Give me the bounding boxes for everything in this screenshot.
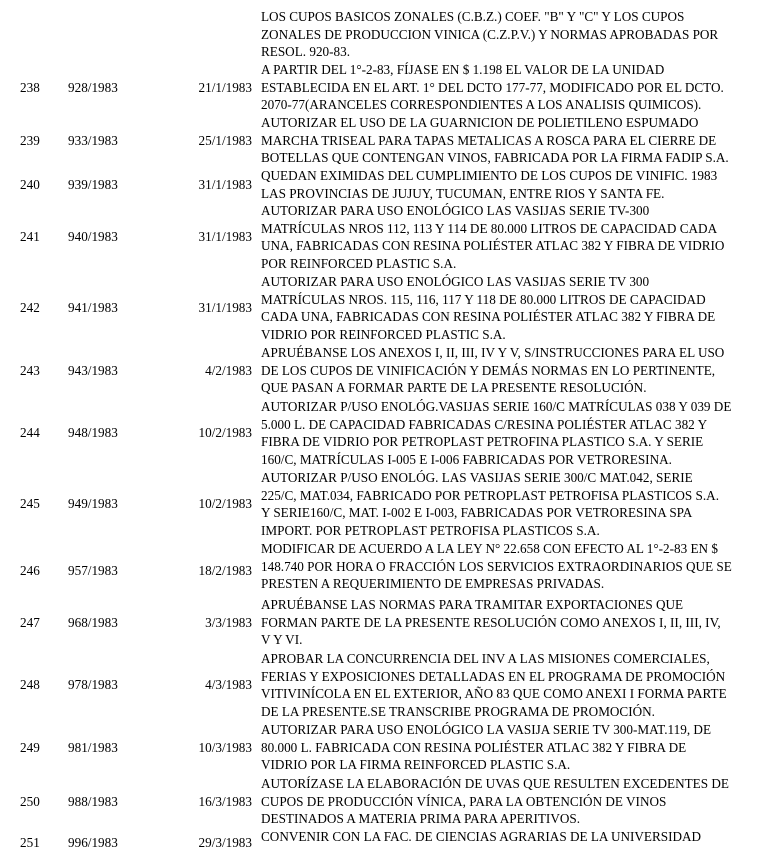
resolution-number: 949/1983 (68, 496, 118, 512)
description-line: RESOL. 920-83. (261, 44, 351, 60)
description-line: FERIAS Y EXPOSICIONES DETALLADAS EN EL PROGRAMA DE PROMOCIÓN (261, 668, 726, 684)
description-line: CONVENIR CON LA FAC. DE CIENCIAS AGRARIAS DE LA UNIVERSIDAD (261, 829, 702, 844)
entry-number: 250 (20, 793, 40, 809)
description-line: ESTABLECIDA EN EL ART. 1° DEL DCTO 177-77, MODIFICADO POR EL DCTO. (261, 79, 724, 95)
description-line: BOTELLAS QUE CONTENGAN VINOS, FABRICADA POR LA FIRMA FADIP S.A. (261, 150, 729, 166)
entry-number: 251 (20, 835, 40, 850)
entry-description (261, 398, 758, 468)
resolution-number: 988/1983 (68, 793, 118, 809)
description-line: DE LA PRESENTE.SE TRANSCRIBE PROGRAMA DE PROMOCIÓN. (261, 703, 655, 719)
description-line: 148.740 POR HORA O FRACCIÓN LOS SERVICIOS EXTRAORDINARIOS QUE SE (261, 558, 732, 574)
description-line: MARCHA TRISEAL PARA TAPAS METALICAS A ROSCA PARA EL CIERRE DE (261, 132, 717, 148)
entry-description (261, 8, 758, 61)
description-line: AUTORIZAR PARA USO ENOLÓGICO LAS VASIJAS SERIE TV-300 (261, 203, 650, 218)
entry-number: 240 (20, 176, 40, 192)
resolution-number: 948/1983 (68, 425, 118, 441)
description-line: VITIVINÍCOLA EN EL EXTERIOR, AÑO 83 QUE COMO ANEXI I FORMA PARTE (261, 686, 727, 702)
description-line: 5.000 L. DE CAPACIDAD FABRICADAS C/RESINA POLIÉSTER ATLAC 382 Y (261, 416, 708, 432)
description-line: CUPOS DE PRODUCCIÓN VÍNICA, PARA LA OBTENCIÓN DE VINOS (261, 793, 667, 809)
entry-number: 248 (20, 677, 40, 693)
resolution-date: 21/1/1983 (198, 79, 252, 95)
description-line: VIDRIO POR REINFORCED PLASTIC S.A. (261, 326, 506, 342)
resolution-date: 31/1/1983 (198, 300, 252, 316)
description-line: IMPORT. POR PETROPLAST PETROFISA PLASTICOS S.A. (261, 522, 600, 538)
description-line: DESTINADOS A MATERIA PRIMA PARA APERITIVOS. (261, 811, 580, 827)
entry-number: 239 (20, 132, 40, 148)
description-line: APROBAR LA CONCURRENCIA DEL INV A LAS MISIONES COMERCIALES, (261, 651, 710, 666)
entry-number: 242 (20, 300, 40, 316)
entry-description (261, 114, 758, 167)
description-line: PRESTEN A REQUERIMIENTO DE EMPRESAS PRIVADAS. (261, 576, 605, 592)
entry-number: 244 (20, 425, 40, 441)
description-line: LAS PROVINCIAS DE JUJUY, TUCUMAN, ENTRE RIOS Y SANTA FE. (261, 185, 665, 201)
description-line: 225/C, MAT.034, FABRICADO POR PETROPLAST PETROFISA PLASTICOS S.A. (261, 487, 719, 503)
entry-number: 245 (20, 496, 40, 512)
description-line: AUTORIZAR PARA USO ENOLÓGICO LA VASIJA SERIE TV 300-MAT.119, DE (261, 722, 712, 737)
resolution-date: 10/2/1983 (198, 496, 252, 512)
description-line: 80.000 L. FABRICADA CON RESINA POLIÉSTER ATLAC 382 Y FIBRA DE (261, 739, 687, 755)
resolution-number: 941/1983 (68, 300, 118, 316)
resolution-date: 25/1/1983 (198, 132, 252, 148)
entry-number: 249 (20, 739, 40, 755)
resolution-date: 31/1/1983 (198, 176, 252, 192)
resolution-date: 4/2/1983 (205, 362, 252, 378)
entry-description (261, 167, 758, 202)
entry-description (261, 828, 758, 846)
description-line: MATRÍCULAS NROS 112, 113 Y 114 DE 80.000 LITROS DE CAPACIDAD CADA (261, 220, 718, 236)
description-line: VIDRIO POR LA FIRMA REINFORCED PLASTIC S.A. (261, 757, 571, 773)
description-line: APRUÉBANSE LAS NORMAS PARA TRAMITAR EXPORTACIONES QUE (261, 597, 684, 612)
description-line: POR REINFORCED PLASTIC S.A. (261, 255, 457, 271)
description-line: Y SERIE160/C, MAT. I-002 E I-003, FABRICADAS POR VETRORESINA SPA (261, 505, 693, 521)
entry-description (261, 721, 758, 774)
resolution-date: 18/2/1983 (198, 563, 252, 579)
description-line: 2070-77(ARANCELES CORRESPONDIENTES A LOS ANALISIS QUIMICOS). (261, 97, 702, 113)
description-line: FIBRA DE VIDRIO POR PETROPLAST PETROFINA PLASTICO S.A. Y SERIE (261, 434, 704, 450)
resolution-date: 3/3/1983 (205, 614, 252, 630)
entry-number: 247 (20, 614, 40, 630)
description-line: ZONALES DE PRODUCCION VINICA (C.Z.P.V.) Y NORMAS APROBADAS POR (261, 26, 719, 42)
entry-description (261, 273, 758, 343)
resolution-number: 957/1983 (68, 563, 118, 579)
resolution-number: 943/1983 (68, 362, 118, 378)
description-line: AUTORIZAR P/USO ENOLÓG. LAS VASIJAS SERIE 300/C MAT.042, SERIE (261, 470, 693, 485)
resolution-date: 31/1/1983 (198, 229, 252, 245)
entry-number: 238 (20, 79, 40, 95)
resolution-date: 4/3/1983 (205, 677, 252, 693)
resolution-date: 10/2/1983 (198, 425, 252, 441)
description-line: AUTORIZAR P/USO ENOLÓG.VASIJAS SERIE 160/C MATRÍCULAS 038 Y 039 DE (261, 399, 732, 414)
entry-description (261, 61, 758, 114)
entry-description (261, 469, 758, 539)
resolution-number: 978/1983 (68, 677, 118, 693)
entry-number: 243 (20, 362, 40, 378)
description-line: V Y VI. (261, 632, 303, 648)
resolution-date: 10/3/1983 (198, 739, 252, 755)
resolution-number: 981/1983 (68, 739, 118, 755)
description-line: APRUÉBANSE LOS ANEXOS I, II, III, IV Y V, S/INSTRUCCIONES PARA EL USO (261, 345, 725, 360)
description-line: LOS CUPOS BASICOS ZONALES (C.B.Z.) COEF. "B" Y "C" Y LOS CUPOS (261, 9, 685, 24)
description-line: UNA, FABRICADAS CON RESINA POLIÉSTER ATLAC 382 Y FIBRA DE VIDRIO (261, 238, 725, 254)
resolution-date: 16/3/1983 (198, 793, 252, 809)
resolution-number: 940/1983 (68, 229, 118, 245)
entry-description (261, 344, 758, 397)
entry-number: 246 (20, 563, 40, 579)
description-line: A PARTIR DEL 1°-2-83, FÍJASE EN $ 1.198 EL VALOR DE LA UNIDAD (261, 62, 665, 77)
description-line: 160/C, MATRÍCULAS I-005 E I-006 FABRICADAS POR VETRORESINA. (261, 451, 672, 467)
description-line: AUTORÍZASE LA ELABORACIÓN DE UVAS QUE RESULTEN EXCEDENTES DE (261, 776, 729, 791)
description-line: QUE PASAN A FORMAR PARTE DE LA PRESENTE RESOLUCIÓN. (261, 380, 647, 396)
description-line: QUEDAN EXIMIDAS DEL CUMPLIMIENTO DE LOS CUPOS DE VINIFIC. 1983 (261, 168, 718, 183)
entry-description (261, 775, 758, 828)
resolution-number: 933/1983 (68, 132, 118, 148)
resolution-number: 928/1983 (68, 79, 118, 95)
entry-description (261, 596, 758, 649)
resolution-number: 968/1983 (68, 614, 118, 630)
resolution-date: 29/3/1983 (198, 835, 252, 850)
description-line: CADA UNA, FABRICADAS CON RESINA POLIÉSTER ATLAC 382 Y FIBRA DE (261, 309, 716, 325)
description-line: FORMAN PARTE DE LA PRESENTE RESOLUCIÓN COMO ANEXOS I, II, III, IV, (261, 614, 721, 630)
entry-description (261, 650, 758, 720)
entry-number: 241 (20, 229, 40, 245)
description-line: AUTORIZAR EL USO DE LA GUARNICION DE POLIETILENO ESPUMADO (261, 115, 699, 130)
description-line: AUTORIZAR PARA USO ENOLÓGICO LAS VASIJAS SERIE TV 300 (261, 274, 650, 289)
description-line: MODIFICAR DE ACUERDO A LA LEY N° 22.658 CON EFECTO AL 1°-2-83 EN $ (261, 541, 718, 556)
entry-description (261, 540, 758, 593)
description-line: MATRÍCULAS NROS. 115, 116, 117 Y 118 DE 80.000 LITROS DE CAPACIDAD (261, 291, 706, 307)
resolution-number: 996/1983 (68, 835, 118, 850)
description-line: DE LOS CUPOS DE VINIFICACIÓN Y DEMÁS NORMAS EN LO PERTINENTE, (261, 362, 716, 378)
resolution-number: 939/1983 (68, 176, 118, 192)
entry-description (261, 202, 758, 272)
